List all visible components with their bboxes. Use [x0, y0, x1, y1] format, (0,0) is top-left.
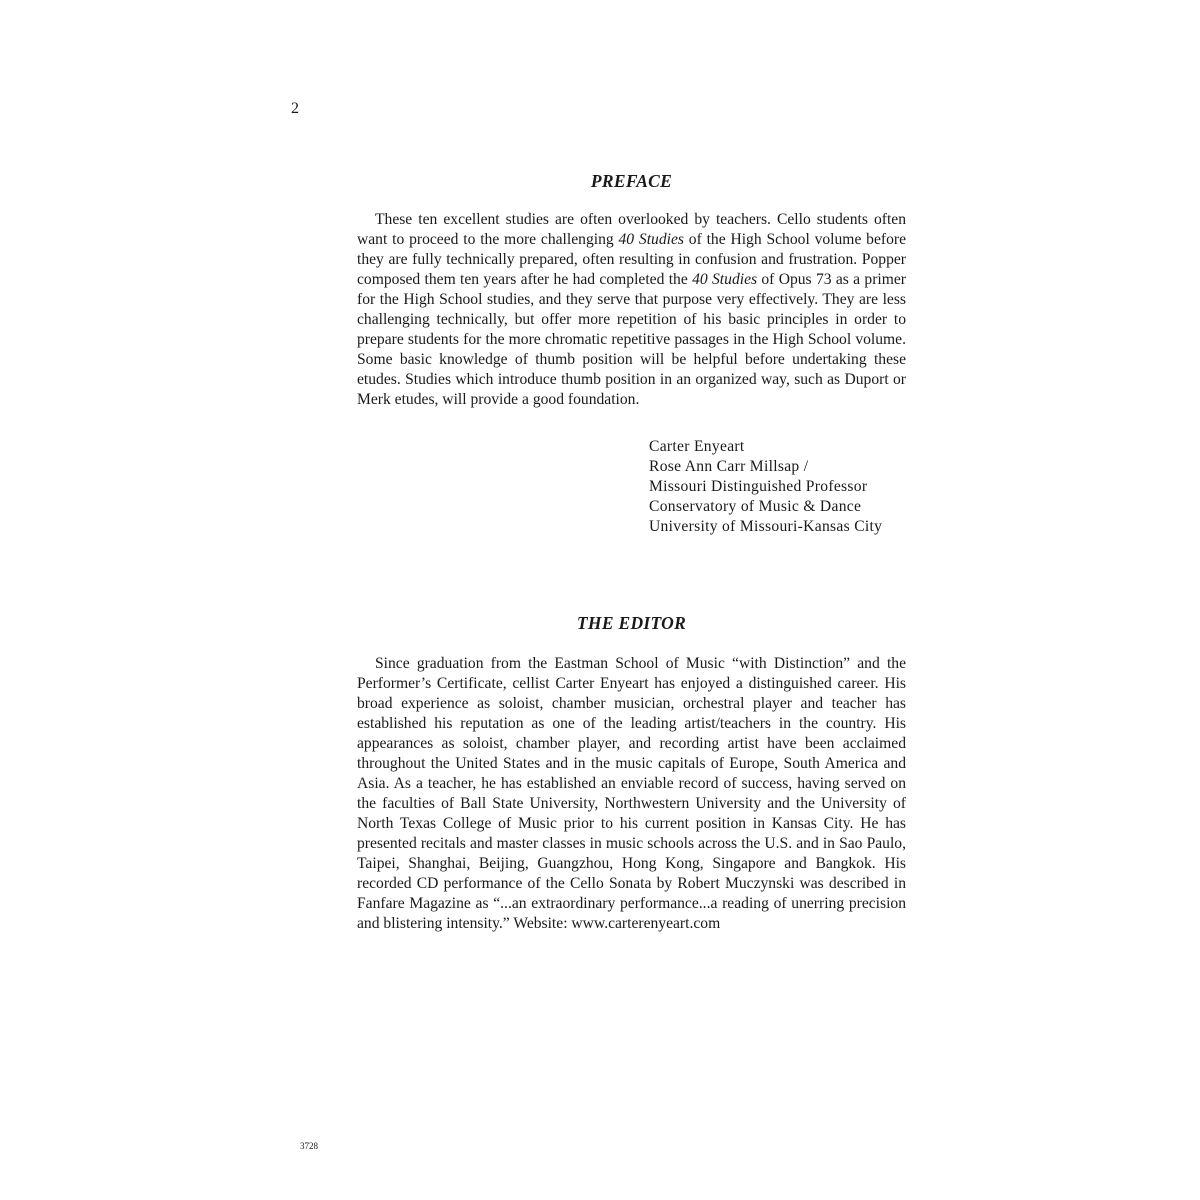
preface-text-part-1: These ten excellent studies are often overlooked by teachers. Cello students often want to proceed to the more challenging [357, 211, 906, 248]
catalog-number: 3728 [300, 1141, 318, 1151]
preface-text-part-3: of Opus 73 as a primer for the High School studies, and they serve that purpose very effectively. They are less challenging technically, but offer more repetition of his basic principles in order to prepare students for the more chromatic repetitive passages in the High School volume. Some basic knowledge of thumb position will be helpful before undertaking these etudes. Studies which introduce thumb position in an organized way, such as Duport or Merk etudes, will provide a good foundation. [357, 271, 906, 408]
signature-endowed-title: Rose Ann Carr Millsap / [649, 458, 809, 475]
editor-heading: THE EDITOR [576, 613, 687, 633]
signature-professorship: Missouri Distinguished Professor [649, 478, 868, 495]
editor-text: Since graduation from the Eastman School of Music “with Distinction” and the Performer’s Certificate, cellist Carter Enyeart has enjoyed a distinguished career. His broad experience as soloist, chamber musician, orchestral player and teacher has established his reputation as one of the leading artist/teachers in the country. His appearances as soloist, chamber player, and recording artist have been acclaimed throughout the United States and in the music capitals of Europe, South America and Asia. As a teacher, he has established an enviable record of success, having served on the faculties of Ball State University, Northwestern University and the University of North Texas College of Music prior to his current position in Kansas City. He has presented recitals and master classes in music schools across the U.S. and in Sao Paulo, Taipei, Shanghai, Beijing, Guangzhou, Hong Kong, Singapore and Bangkok. His recorded CD performance of the Cello Sonata by Robert Muczynski was described in Fanfare Magazine as “...an extraordinary performance...a reading of unerring precision and blistering intensity.” Website: www.carterenyeart.com [357, 655, 906, 932]
preface-title-40-studies-2: 40 Studies [692, 271, 758, 288]
preface-title-40-studies-1: 40 Studies [618, 231, 684, 248]
signature-name: Carter Enyeart [649, 438, 745, 455]
signature-department: Conservatory of Music & Dance [649, 498, 862, 515]
signature-university: University of Missouri-Kansas City [649, 518, 883, 535]
preface-text-part-2: of the High School volume before they are fully technically prepared, often resulting in confusion and frustration. Popper composed them ten years after he had completed the [357, 231, 907, 288]
editor-paragraph [357, 654, 906, 934]
page-number: 2 [291, 100, 299, 117]
preface-signature [649, 437, 882, 537]
preface-heading: PREFACE [590, 171, 673, 191]
preface-paragraph [357, 210, 906, 410]
